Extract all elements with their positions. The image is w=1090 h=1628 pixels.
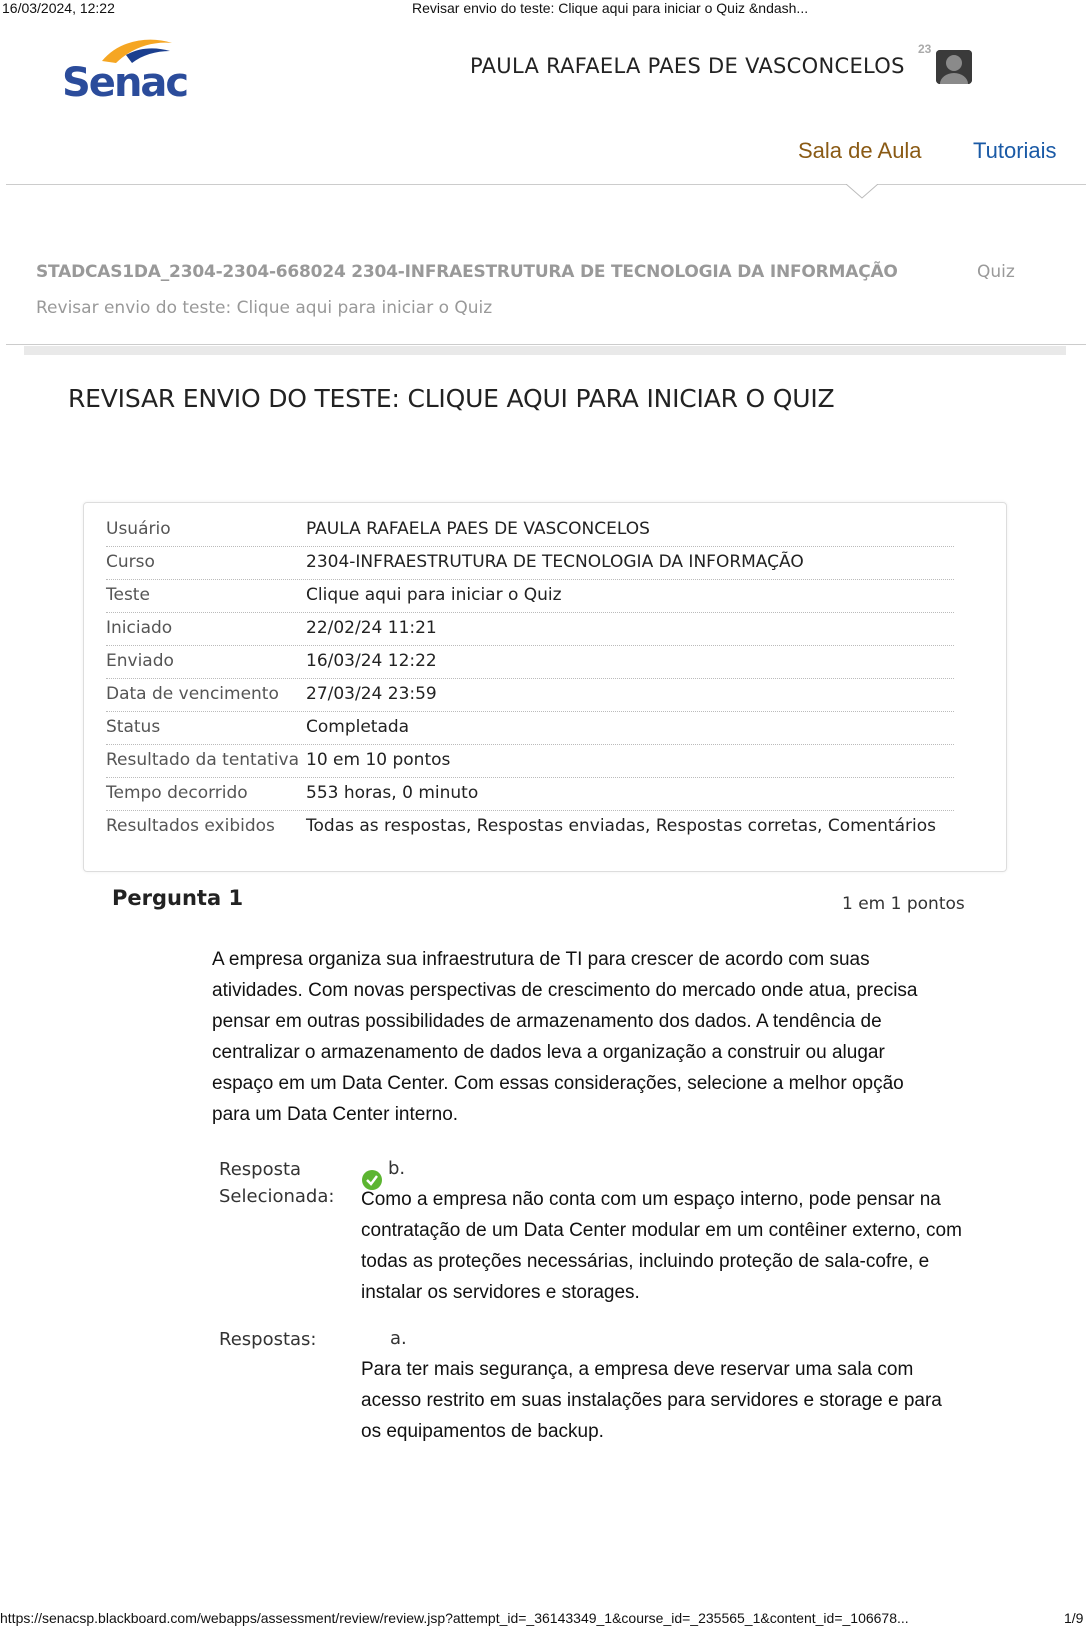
selected-answer-text: Como a empresa não conta com um espaço interno, pode pensar na contratação de um Data Center modular em um contêiner externo, com todas as proteções necessárias, incluindo proteção de sala-cofre, e instalar os servidores e storages. [361, 1189, 962, 1303]
info-row-vencimento [106, 678, 954, 712]
print-url: https://senacsp.blackboard.com/webapps/assessment/review/review.jsp?attempt_id=_36143349_1&course_id=_235565_1&content_id=_106678... [0, 1610, 909, 1626]
answer-a-letter: a. [390, 1328, 407, 1349]
info-row-curso [106, 546, 954, 580]
info-label: Tempo decorrido [106, 783, 248, 803]
breadcrumb-quiz[interactable]: Quiz [977, 262, 1015, 282]
info-label: Usuário [106, 519, 171, 539]
selected-answer-letter: b. [388, 1158, 406, 1179]
info-value: Todas as respostas, Respostas enviadas, Respostas corretas, Comentários [306, 816, 936, 836]
nav-sala-de-aula[interactable]: Sala de Aula [798, 138, 922, 163]
info-label: Teste [106, 585, 150, 605]
user-name-link[interactable]: PAULA RAFAELA PAES DE VASCONCELOS [470, 54, 905, 78]
info-row-resultado [106, 744, 954, 778]
nav-divider [6, 184, 1086, 185]
notification-count-badge[interactable]: 23 [918, 42, 932, 56]
breadcrumb-course[interactable]: STADCAS1DA_2304-2304-668024 2304-INFRAESTRUTURA DE TECNOLOGIA DA INFORMAÇÃO [36, 262, 898, 282]
selected-answer-label-line1: Resposta [219, 1159, 302, 1180]
info-row-usuario [106, 513, 954, 547]
info-value: 2304-INFRAESTRUTURA DE TECNOLOGIA DA INFORMAÇÃO [306, 552, 804, 572]
info-label: Data de vencimento [106, 684, 279, 704]
info-value: Clique aqui para iniciar o Quiz [306, 585, 562, 605]
info-row-teste [106, 579, 954, 613]
selected-answer-label-line2: Selecionada: [219, 1186, 335, 1207]
print-doc-title: Revisar envio do teste: Clique aqui para iniciar o Quiz &ndash... [412, 0, 809, 16]
info-label: Curso [106, 552, 155, 572]
answers-label: Respostas: [219, 1329, 317, 1350]
info-row-tempo [106, 777, 954, 811]
breadcrumb-bar [24, 346, 1066, 355]
breadcrumb-divider [6, 344, 1086, 345]
attempt-info-table [83, 502, 1007, 872]
info-row-resultados-exibidos [106, 810, 954, 843]
info-label: Resultados exibidos [106, 816, 275, 836]
page-title: REVISAR ENVIO DO TESTE: CLIQUE AQUI PARA INICIAR O QUIZ [68, 384, 835, 413]
info-row-iniciado [106, 612, 954, 646]
info-value: 27/03/24 23:59 [306, 684, 437, 704]
info-value: 10 em 10 pontos [306, 750, 451, 770]
info-value: 16/03/24 12:22 [306, 651, 437, 671]
info-label: Iniciado [106, 618, 173, 638]
info-value: 22/02/24 11:21 [306, 618, 437, 638]
nav-tutoriais[interactable]: Tutoriais [973, 138, 1057, 163]
answer-a-text: Para ter mais segurança, a empresa deve reservar uma sala com acesso restrito em suas instalações para servidores e storage e para os equipamentos de backup. [361, 1359, 942, 1442]
info-value: Completada [306, 717, 410, 737]
print-page-number: 1/9 [1064, 1610, 1084, 1626]
info-row-enviado [106, 645, 954, 679]
question-text: A empresa organiza sua infraestrutura de TI para crescer de acordo com suas atividades. Com novas perspectivas de crescimento do mercado onde atua, precisa pensar em outras possibilidades de armazenamento dos dados. A tendência de centralizar o armazenamento de dados leva a organização a construir ou alugar espaço em um Data Center. Com essas considerações, selecione a melhor opção para um Data Center interno. [212, 949, 918, 1125]
active-nav-pointer-icon [846, 184, 878, 200]
info-label: Enviado [106, 651, 174, 671]
avatar[interactable] [936, 50, 972, 84]
user-silhouette-icon [936, 50, 972, 84]
question-title: Pergunta 1 [112, 886, 244, 910]
question-points: 1 em 1 pontos [842, 894, 965, 914]
info-row-status [106, 711, 954, 745]
info-label: Status [106, 717, 161, 737]
print-datetime: 16/03/2024, 12:22 [2, 0, 115, 16]
info-value: 553 horas, 0 minuto [306, 783, 479, 803]
senac-logo[interactable]: Senac [62, 60, 188, 106]
info-value: PAULA RAFAELA PAES DE VASCONCELOS [306, 519, 650, 539]
info-label: Resultado da tentativa [106, 750, 300, 770]
breadcrumb-current: Revisar envio do teste: Clique aqui para iniciar o Quiz [36, 298, 493, 318]
